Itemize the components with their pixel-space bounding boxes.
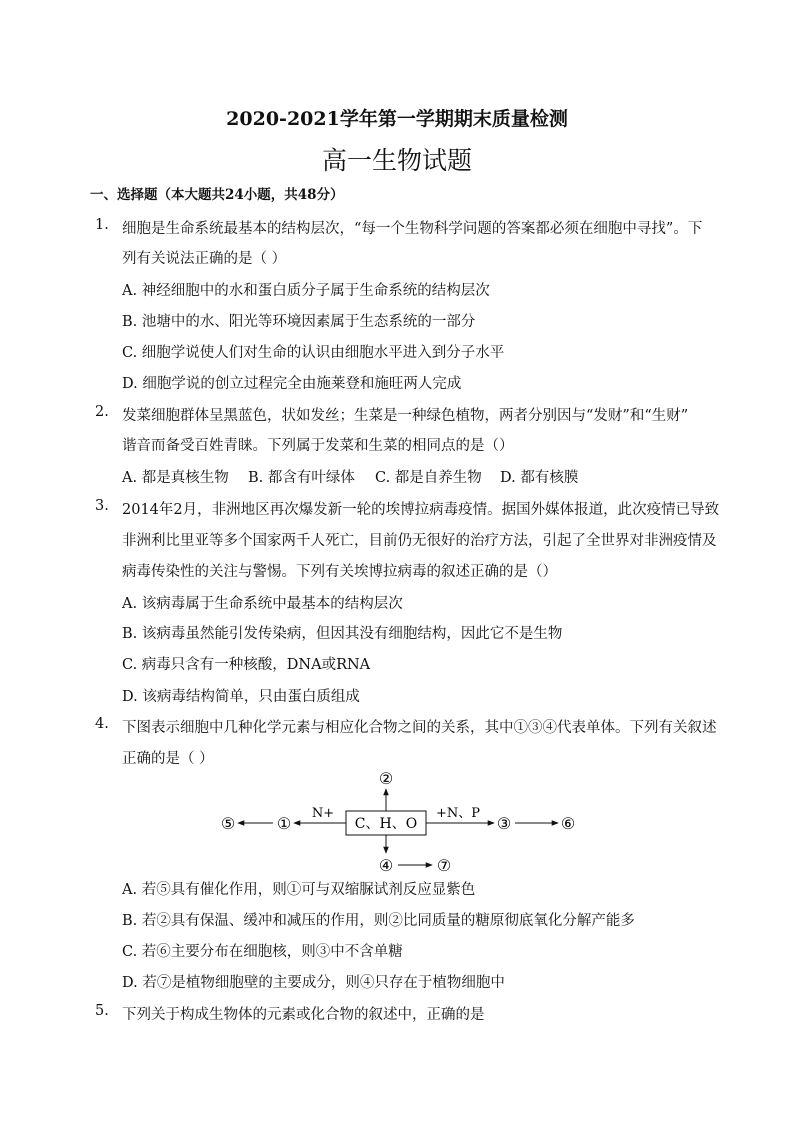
question-text-line: 谐音而备受百姓青睐。下列属于发菜和生菜的相同点的是（） xyxy=(122,438,514,454)
exam-subtitle: 高一生物试题 xyxy=(321,146,472,175)
option-d: D. 都有核膜 xyxy=(500,470,579,486)
question-text-line: 病毒传染性的关注与警惕。下列有关埃博拉病毒的叙述正确的是（） xyxy=(122,564,557,580)
node-3: ③ xyxy=(496,814,512,833)
option-b: B. 该病毒虽然能引发传染病，但因其没有细胞结构，因此它不是生物 xyxy=(122,626,563,642)
option-b: B. 池塘中的水、阳光等环境因素属于生态系统的一部分 xyxy=(122,314,476,330)
node-4: ④ xyxy=(378,856,394,875)
node-5: ⑤ xyxy=(220,814,236,833)
node-7: ⑦ xyxy=(436,856,452,875)
option-c: C. 都是自养生物 xyxy=(375,470,482,486)
node-2: ② xyxy=(378,769,394,788)
question-number: 3. xyxy=(95,498,109,514)
question-text-line: 发菜细胞群体呈黑蓝色，状如发丝；生菜是一种绿色植物，两者分别因与“发财”和“生财” xyxy=(122,408,689,424)
question-text-line: 下列关于构成生物体的元素或化合物的叙述中，正确的是 xyxy=(122,1007,485,1023)
question-text-line: 细胞是生命系统最基本的结构层次，“每一个生物科学问题的答案都必须在细胞中寻找”。下 xyxy=(122,221,703,237)
option-a: A. 都是真核生物 xyxy=(122,470,229,486)
option-a: A. 该病毒属于生命系统中最基本的结构层次 xyxy=(122,596,403,612)
center-label: C、H、O xyxy=(354,816,418,832)
option-b: B. 若②具有保温、缓冲和减压的作用，则②比同质量的糖原彻底氧化分解产能多 xyxy=(122,913,635,929)
element-compound-diagram xyxy=(210,765,590,880)
question-text-line: 正确的是（ ） xyxy=(122,751,214,767)
question-text-line: 列有关说法正确的是（ ） xyxy=(122,251,287,267)
node-1: ① xyxy=(276,814,292,833)
option-c: C. 病毒只含有一种核酸，DNA或RNA xyxy=(122,657,371,673)
question-text-line: 非洲利比里亚等多个国家两千人死亡，目前仍无很好的治疗方法，引起了全世界对非洲疫情及 xyxy=(122,533,717,549)
option-a: A. 神经细胞中的水和蛋白质分子属于生命系统的结构层次 xyxy=(122,283,490,299)
option-b: B. 都含有叶绿体 xyxy=(248,470,355,486)
right-arrow-label: +N、P xyxy=(435,806,481,821)
option-d: D. 若⑦是植物细胞壁的主要成分，则④只存在于植物细胞中 xyxy=(122,975,505,991)
option-c: C. 若⑥主要分布在细胞核，则③中不含单糖 xyxy=(122,944,403,960)
question-number: 2. xyxy=(95,404,109,420)
option-c: C. 细胞学说使人们对生命的认识由细胞水平进入到分子水平 xyxy=(122,345,505,361)
option-d: D. 细胞学说的创立过程完全由施莱登和施旺两人完成 xyxy=(122,376,462,392)
exam-title: 2020-2021学年第一学期期末质量检测 xyxy=(226,108,568,130)
question-text-line: 2014年2月，非洲地区再次爆发新一轮的埃博拉病毒疫情。据国外媒体报道，此次疫情已导致 xyxy=(122,502,720,518)
section-heading: 一、选择题（本大题共24小题，共48分） xyxy=(90,187,344,203)
node-6: ⑥ xyxy=(560,814,576,833)
left-arrow-label: N+ xyxy=(311,806,335,821)
question-number: 1. xyxy=(95,217,109,233)
option-d: D. 该病毒结构简单，只由蛋白质组成 xyxy=(122,689,360,705)
option-a: A. 若⑤具有催化作用，则①可与双缩脲试剂反应显紫色 xyxy=(122,882,476,898)
question-text-line: 下图表示细胞中几种化学元素与相应化合物之间的关系，其中①③④代表单体。下列有关叙述 xyxy=(122,720,717,736)
question-number: 4. xyxy=(95,716,109,732)
question-number: 5. xyxy=(95,1003,109,1019)
